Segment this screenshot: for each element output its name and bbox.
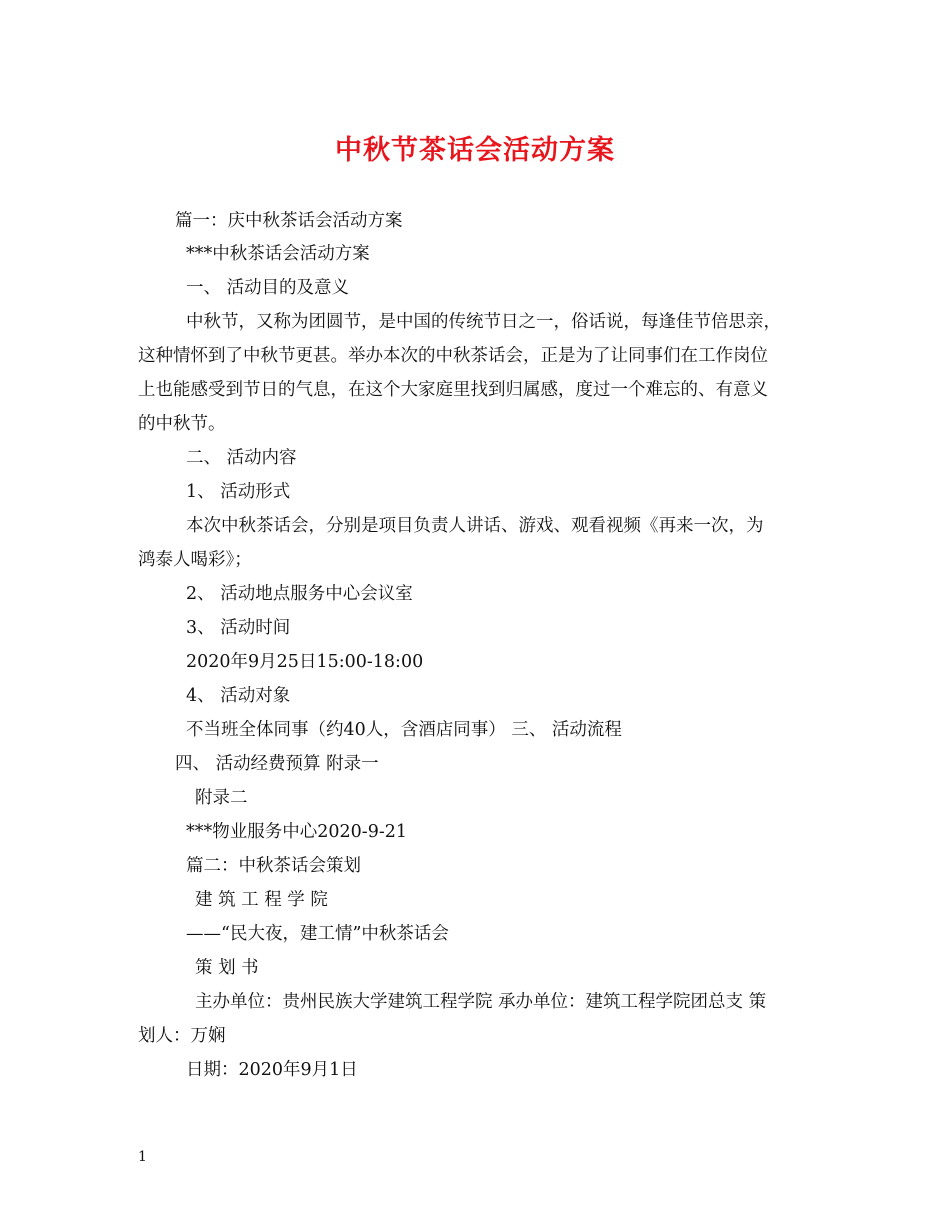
line-event-date: 2020年9月25日15:00-18:00: [186, 652, 424, 672]
line-heading-purpose: 一、 活动目的及意义: [186, 278, 350, 298]
document-title: 中秋节茶话会活动方案: [335, 135, 615, 166]
line-planner: 划人：万娴: [138, 1026, 226, 1046]
line-paragraph-4: 的中秋节。: [138, 414, 226, 434]
line-organizers: 主办单位：贵州民族大学建筑工程学院 承办单位：建筑工程学院团总支 策: [195, 992, 767, 1012]
line-heading-content: 二、 活动内容: [186, 448, 297, 468]
line-paragraph-6: 鸿泰人喝彩》；: [138, 550, 252, 570]
line-appendix-two: 附录二: [195, 788, 248, 808]
line-item-form: 1、 活动形式: [186, 482, 291, 502]
line-item-time: 3、 活动时间: [186, 618, 291, 638]
line-paragraph-1: 中秋节，又称为团圆节，是中国的传统节日之一，俗话说，每逢佳节倍思亲，: [186, 312, 781, 332]
page-number: 1: [138, 1149, 147, 1165]
line-section-one-heading: 篇一：庆中秋茶话会活动方案: [175, 211, 403, 231]
line-paragraph-5: 本次中秋茶话会，分别是项目负责人讲话、游戏、观看视频《再来一次，为: [186, 516, 764, 536]
line-paragraph-3: 上也能感受到节日的气息，在这个大家庭里找到归属感，度过一个难忘的、有意义: [138, 380, 768, 400]
line-signature-date: ***物业服务中心2020-9-21: [186, 822, 408, 842]
line-audience-detail: 不当班全体同事（约40人，含酒店同事） 三、 活动流程: [186, 720, 622, 740]
line-plan-book: 策 划 书: [195, 958, 259, 978]
line-item-location: 2、 活动地点服务中心会议室: [186, 584, 413, 604]
line-item-audience: 4、 活动对象: [186, 686, 291, 706]
line-section-two-heading: 篇二：中秋茶话会策划: [186, 856, 361, 876]
line-event-subtitle: ——“民大夜，建工情”中秋茶话会: [186, 924, 449, 944]
line-budget-appendix: 四、 活动经费预算 附录一: [175, 754, 379, 774]
line-plan-title: ***中秋茶话会活动方案: [186, 244, 370, 264]
line-paragraph-2: 这种情怀到了中秋节更甚。举办本次的中秋茶话会，正是为了让同事们在工作岗位: [138, 346, 768, 366]
line-plan-date: 日期：2020年9月1日: [186, 1060, 358, 1080]
line-college-name: 建 筑 工 程 学 院: [195, 890, 328, 910]
